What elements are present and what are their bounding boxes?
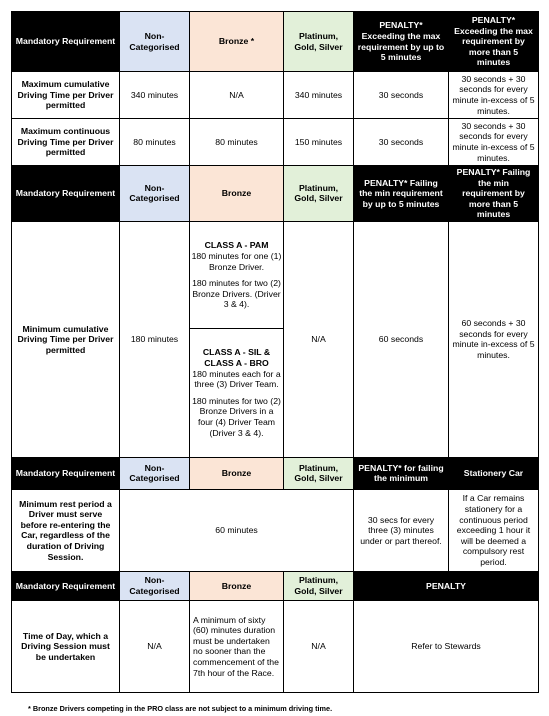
table-row: [12, 600, 539, 692]
mandatory-requirement-header: Mandatory Requirement: [12, 166, 120, 222]
class-a-pam-text: 180 minutes for one (1) Bronze Driver.: [191, 251, 282, 272]
platinum-gold-silver-header: Platinum, Gold, Silver: [284, 166, 354, 222]
mandatory-requirement-header: Mandatory Requirement: [12, 12, 120, 72]
platinum-value: 150 minutes: [284, 119, 354, 166]
class-a-pam-block: [190, 222, 283, 328]
penalty-value-more-than-5: 60 seconds + 30 seconds for every minute in-excess of 5 minutes.: [449, 221, 539, 457]
penalty-value-more-than-5: 30 seconds + 30 seconds for every minute in-excess of 5 minutes.: [449, 72, 539, 119]
section4-header-row: [12, 571, 539, 600]
mandatory-requirement-header: Mandatory Requirement: [12, 457, 120, 489]
requirement-label: Time of Day, which a Driving Session must be undertaken: [12, 600, 120, 692]
platinum-value: N/A: [284, 221, 354, 457]
platinum-gold-silver-header: Platinum, Gold, Silver: [284, 457, 354, 489]
platinum-gold-silver-header: Platinum, Gold, Silver: [284, 571, 354, 600]
non-categorised-value: 340 minutes: [120, 72, 190, 119]
non-categorised-value: 80 minutes: [120, 119, 190, 166]
non-categorised-header: Non-Categorised: [120, 571, 190, 600]
penalty-value-up-to-5: 30 seconds: [354, 119, 449, 166]
non-categorised-value: 180 minutes: [120, 221, 190, 457]
non-categorised-header: Non-Categorised: [120, 457, 190, 489]
bronze-header: Bronze: [190, 457, 284, 489]
penalty-header-up-to-5: PENALTY* Exceeding the max requirement by up to 5 minutes: [354, 12, 449, 72]
section2-header-row: [12, 166, 539, 222]
non-categorised-value: N/A: [120, 600, 190, 692]
table-row: [12, 72, 539, 119]
platinum-value: N/A: [284, 600, 354, 692]
driving-time-regulations-table: [11, 11, 539, 693]
penalty-value-failing-minimum: 30 secs for every three (3) minutes under or part thereof.: [354, 489, 449, 571]
section3-header-row: [12, 457, 539, 489]
penalty-header-failing-minimum: PENALTY* for failing the minimum: [354, 457, 449, 489]
bronze-value: A minimum of sixty (60) minutes duration must be undertaken no sooner than the commencement of the 7th hour of the Race.: [190, 600, 284, 692]
class-a-sil-bro-text: 180 minutes for two (2) Bronze Drivers in a four (4) Driver Team (Driver 3 & 4).: [192, 395, 281, 438]
bronze-header: Bronze *: [190, 12, 284, 72]
section1-header-row: [12, 12, 539, 72]
platinum-gold-silver-header: Platinum, Gold, Silver: [284, 12, 354, 72]
stationery-car-header: Stationery Car: [449, 457, 539, 489]
penalty-value-more-than-5: 30 seconds + 30 seconds for every minute in-excess of 5 minutes.: [449, 119, 539, 166]
bronze-header: Bronze: [190, 571, 284, 600]
mandatory-requirement-header: Mandatory Requirement: [12, 571, 120, 600]
bronze-class-cell: [190, 221, 284, 457]
non-categorised-header: Non-Categorised: [120, 12, 190, 72]
class-a-sil-bro-title: CLASS A - SIL & CLASS A - BRO: [202, 347, 271, 368]
penalty-value: Refer to Stewards: [354, 600, 539, 692]
non-categorised-header: Non-Categorised: [120, 166, 190, 222]
platinum-value: 340 minutes: [284, 72, 354, 119]
stationery-car-value: If a Car remains stationery for a continuous period exceeding 1 hour it will be deemed a compulsory rest period.: [449, 489, 539, 571]
requirement-label: Maximum cumulative Driving Time per Driver permitted: [12, 72, 120, 119]
bronze-header: Bronze: [190, 166, 284, 222]
rest-period-value: 60 minutes: [120, 489, 354, 571]
requirement-label: Minimum cumulative Driving Time per Driver permitted: [12, 221, 120, 457]
penalty-header-up-to-5: PENALTY* Failing the min requirement by up to 5 minutes: [354, 166, 449, 222]
bronze-class-split: [190, 222, 283, 456]
class-a-sil-bro-block: [190, 328, 283, 456]
requirement-label: Minimum rest period a Driver must serve before re-entering the Car, regardless of the duration of Driving Session.: [12, 489, 120, 571]
penalty-header-more-than-5: PENALTY* Failing the min requirement by more than 5 minutes: [449, 166, 539, 222]
requirement-label: Maximum continuous Driving Time per Driver permitted: [12, 119, 120, 166]
class-a-pam-title: CLASS A - PAM: [204, 240, 269, 251]
penalty-value-up-to-5: 60 seconds: [354, 221, 449, 457]
bronze-value: N/A: [190, 72, 284, 119]
footnote: * Bronze Drivers competing in the PRO class are not subject to a minimum driving time.: [28, 704, 333, 713]
class-a-sil-bro-text: 180 minutes each for a three (3) Driver Team.: [192, 368, 281, 390]
class-a-pam-text: 180 minutes for two (2) Bronze Drivers. (Driver 3 & 4).: [192, 278, 281, 310]
penalty-header: PENALTY: [354, 571, 539, 600]
table-row: [12, 119, 539, 166]
penalty-header-more-than-5: PENALTY* Exceeding the max requirement by more than 5 minutes: [449, 12, 539, 72]
table-row: [12, 489, 539, 571]
table-row: [12, 221, 539, 457]
bronze-value: 80 minutes: [190, 119, 284, 166]
penalty-value-up-to-5: 30 seconds: [354, 72, 449, 119]
